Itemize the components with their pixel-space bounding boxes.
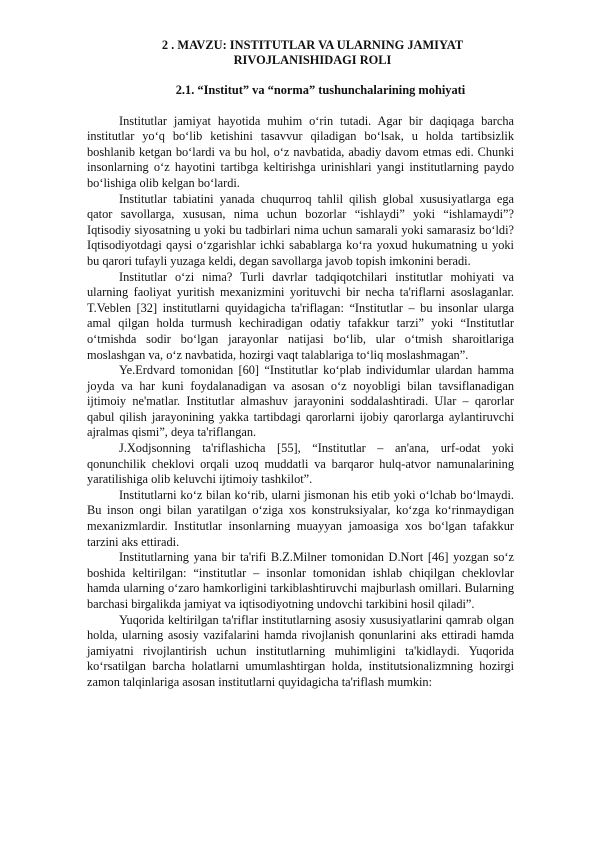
paragraph: Institutlarni ko‘z bilan ko‘rib, ularni jismonan his etib yoki o‘lchab bo‘lmaydi. Bu inson ongi bilan yaratilgan o‘ziga xos konstruksiyalar, ko‘zga ko‘rinmaydigan mexanizmlardir. Institutlar insonlarning muayyan jamoasiga xos bo‘lgan tafakkur tarzini aks ettiradi.	[87, 487, 514, 549]
paragraph: Institutlar o‘zi nima? Turli davrlar tadqiqotchilari institutlar mohiyati va ularning faoliyat yuritish mexanizmini yorituvchi bir necha ta'riflarni asoslaganlar. T.Veblen [32] institutlarni quyidagicha ta'riflagan: “Institutlar – bu insonlar ularga amal qilgan holda turmush kechiradigan odatiy tafakkur tarzi” yoki “Institutlar o‘tmishda sodir bo‘lgan jarayonlar natijasi bo‘lib, ular o‘tmish sharoitlariga moslashgan va, o‘z navbatida, hozirgi vaqt talablariga to‘liq moslashmagan”.	[87, 269, 514, 362]
section-title: 2.1. “Institut” va “norma” tushunchalarining mohiyati	[175, 83, 466, 97]
paragraph: Institutlarning yana bir ta'rifi B.Z.Milner tomonidan D.Nort [46] yozgan so‘z boshida keltirilgan: “institutlar – insonlar tomonidan ishlab chiqilgan cheklovlar hamda ularning o‘zaro hamkorligini tarkiblashtiruvchi majburlash omillari. Bularning barchasi birgalikda jamiyat va iqtisodiyotning undovchi tarkibini hosil qiladi”.	[87, 550, 514, 611]
paragraph: Ye.Erdvard tomonidan [60] “Institutlar ko‘plab individumlar ulardan hamma joyda va har kuni foydalanadigan va asosan o‘z noyobligi bilan tavsiflanadigan ijtimoiy ne'matlar. Institutlar almashuv jarayonini soddalashtiradi. Ular – qarorlar qabul qilish jarayonining yakka tartibdagi qarorlarni ijobiy qarorlarga aylantiruvchi ajralmas qismi”, deya ta'riflangan.	[87, 363, 514, 440]
chapter-title-line2: RIVOJLANISHIDAGI ROLI	[233, 53, 392, 67]
paragraph: Yuqorida keltirilgan ta'riflar institutlarning asosiy xususiyatlarini qamrab olgan holda, ularning asosiy vazifalarini hamda rivojlanish qonunlarini aks ettiradi hamda jamiyatni rivojlantirish uchun institutlarning muhimligini ta'kidlaydi. Yuqorida ko‘rsatilgan barcha holatlarni umumlashtirgan holda, institutsionalizmning hozirgi zamon talqinlariga asosan institutlarni quyidagicha ta'riflash mumkin:	[87, 612, 514, 689]
paragraph: Institutlar jamiyat hayotida muhim o‘rin tutadi. Agar bir daqiqaga barcha institutlar yo‘q bo‘lib ketishini tasavvur qiladigan bo‘lsak, u holda tartibsizlik boshlanib ketgan bo‘lardi va bu hol, o‘z navbatida, abadiy davom etmas edi. Chunki insonlarning o‘z hayotini tartibga keltirishga urinishlari yangi institutlarning paydo bo‘lishiga olib kelgan bo‘lardi.	[87, 113, 514, 190]
chapter-title-line1: 2 . MAVZU: INSTITUTLAR VA ULARNING JAMIYAT	[161, 38, 464, 52]
paragraph: J.Xodjsonning ta'riflashicha [55], “Institutlar – an'ana, urf-odat yoki qonunchilik cheklovi orqali uzoq muddatli va barqaror hulq-atvor namunalarining yaratilishiga olib keluvchi ijtimoiy tashkilot”.	[87, 441, 514, 487]
paragraph: Institutlar tabiatini yanada chuqurroq tahlil qilish global xususiyatlarga ega qator savollarga, xususan, nima uchun bozorlar “ishlaydi” yoki “ishlamaydi”? Iqtisodiy siyosatning u yoki bu tadbirlari nima uchun samarali yoki samarasiz bo‘ldi? Iqtisodiyotdagi qaysi o‘zgarishlar ichki sabablarga ko‘ra yoxud hukumatning u yoki bu qarori tufayli yuzaga keldi, degan savollarga javob topish imkonini beradi.	[87, 191, 514, 268]
